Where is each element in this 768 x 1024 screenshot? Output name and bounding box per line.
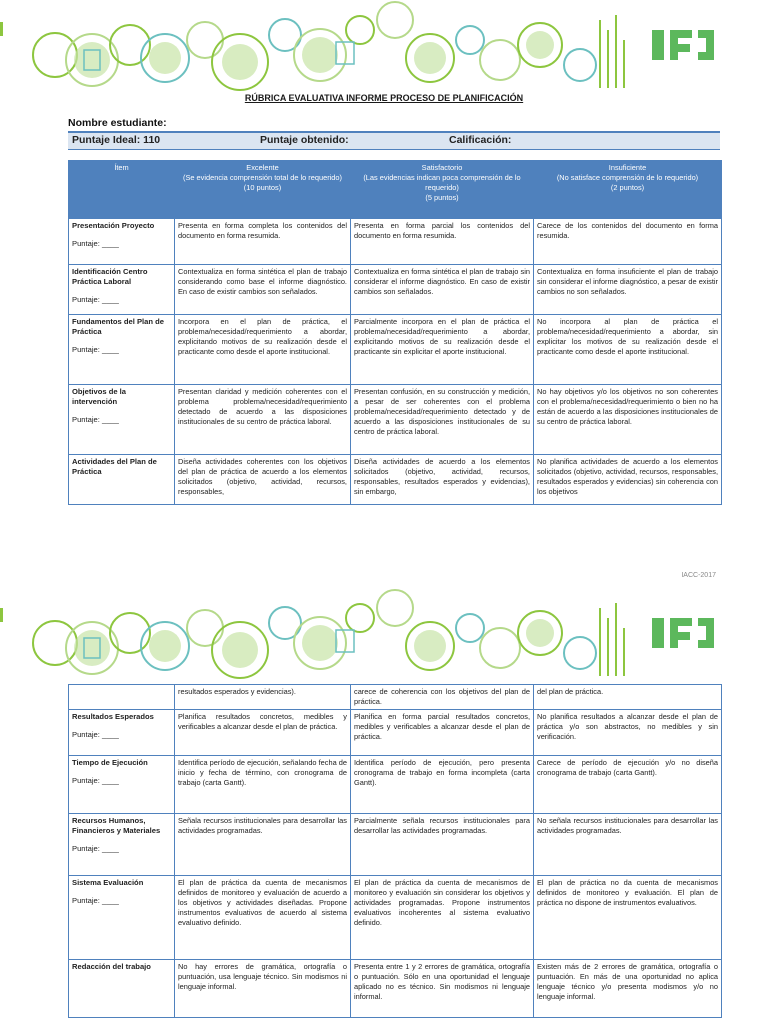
excellent-cell: No hay errores de gramática, ortografía o puntuación, usa lenguaje técnico. Sin modismos ni lenguaje informal.: [175, 960, 351, 1018]
item-cell: Presentación Proyecto Puntaje: ____: [69, 219, 175, 265]
header-insufficient: Insuficiente (No satisface comprensión de lo requerido) (2 puntos): [534, 161, 722, 219]
item-cell: Fundamentos del Plan de Práctica Puntaje: ____: [69, 315, 175, 385]
table-row: [69, 710, 722, 756]
insufficient-cell: No planifica resultados a alcanzar desde el plan de práctica y/o son abstractos, no medibles y sin verificación.: [534, 710, 722, 756]
item-cell: Resultados Esperados Puntaje: ____: [69, 710, 175, 756]
satisfactory-cell: Diseña actividades de acuerdo a los elementos solicitados (objetivo, actividad, recursos, responsables, resultados esperados y evidencias), sin embargo,: [351, 455, 534, 505]
item-cell: Recursos Humanos, Financieros y Materiales Puntaje: ____: [69, 814, 175, 876]
satisfactory-cell: Identifica período de ejecución, pero presenta cronograma de trabajo en forma incompleta (carta Gantt).: [351, 756, 534, 814]
excellent-cell: El plan de práctica da cuenta de mecanismos definidos de monitoreo y evaluación de acuerdo a los objetivos y actividades diseñadas. Propone instrumentos evaluativos de acuerdo al sistema evaluativo definido.: [175, 876, 351, 960]
item-cell: Tiempo de Ejecución Puntaje: ____: [69, 756, 175, 814]
decorative-banner: [0, 0, 768, 92]
item-cell: Sistema Evaluación Puntaje: ____: [69, 876, 175, 960]
satisfactory-cell: Contextualiza en forma sintética el plan de trabajo sin considerar el informe diagnóstico. En caso de existir cambios son señalados.: [351, 265, 534, 315]
grade-label: Calificación:: [449, 134, 512, 146]
satisfactory-cell: Presentan confusión, en su construcción y medición, a pesar de ser coherentes con el problema problema/necesidad/requerimiento detectado y de acuerdo a las disposiciones institucionales de su centro de práctica laboral.: [351, 385, 534, 455]
insufficient-cell: No señala recursos institucionales para desarrollar las actividades programadas.: [534, 814, 722, 876]
rubric-table-2: [68, 684, 722, 1018]
table-row: [69, 876, 722, 960]
table-row: [69, 960, 722, 1018]
excellent-cell: Diseña actividades coherentes con los objetivos del plan de práctica de acuerdo a los elementos solicitados (objetivo, actividad, recursos, responsables,: [175, 455, 351, 505]
score-band: [68, 132, 720, 150]
ideal-score: Puntaje Ideal: 110: [72, 134, 161, 146]
insufficient-cell: Carece de los contenidos del documento en forma resumida.: [534, 219, 722, 265]
insufficient-cell: No hay objetivos y/o los objetivos no son coherentes con el problema/necesidad/requerimiento o bien no ha están de acuerdo a las disposiciones institucionales de su centro de práctica laboral.: [534, 385, 722, 455]
satisfactory-cell: carece de coherencia con los objetivos del plan de práctica.: [351, 685, 534, 710]
header-item: Ítem: [69, 161, 175, 219]
excellent-cell: Presenta en forma completa los contenidos del documento en forma resumida.: [175, 219, 351, 265]
excellent-cell: Incorpora en el plan de práctica, el problema/necesidad/requerimiento a abordar, explicitando motivos de su realización desde el practicante como desde el aporte institucional.: [175, 315, 351, 385]
item-cell: Identificación Centro Práctica Laboral Puntaje: ____: [69, 265, 175, 315]
insufficient-cell: El plan de práctica no da cuenta de mecanismos definidos de monitoreo y evaluación. El plan de práctica no dispone de instrumentos evaluativos.: [534, 876, 722, 960]
page-2: [0, 560, 768, 1024]
table-row: [69, 315, 722, 385]
excellent-cell: Identifica período de ejecución, señalando fecha de inicio y fecha de término, con cronograma de trabajo (carta Gantt).: [175, 756, 351, 814]
insufficient-cell: No planifica actividades de acuerdo a los elementos solicitados (objetivo, actividad, recursos, responsables, resultados esperados y evidencias) sin coherencia con los objetivos: [534, 455, 722, 505]
insufficient-cell: No incorpora al plan de práctica el problema/necesidad/requerimiento a abordar, sin explicitar los motivos de su realización desde el practicante como desde el aporte institucional.: [534, 315, 722, 385]
item-cell: Actividades del Plan de Práctica: [69, 455, 175, 505]
table-row: [69, 685, 722, 710]
table-row: [69, 219, 722, 265]
insufficient-cell: Carece de período de ejecución y/o no diseña cronograma de trabajo (carta Gantt).: [534, 756, 722, 814]
satisfactory-cell: Parcialmente señala recursos institucionales para desarrollar las actividades programadas.: [351, 814, 534, 876]
satisfactory-cell: El plan de práctica da cuenta de mecanismos de monitoreo y evaluación sin considerar los objetivos y actividades programadas. Propone instrumentos evaluativos incoherentes al sistema evaluativo definido.: [351, 876, 534, 960]
insufficient-cell: Contextualiza en forma insuficiente el plan de trabajo sin considerar el informe diagnóstico, a pesar de existir cambios no son señalados.: [534, 265, 722, 315]
satisfactory-cell: Presenta entre 1 y 2 errores de gramática, ortografía o puntuación. Sólo en una oportunidad el lenguaje aplicado no es técnico. Sin modismos ni lenguaje informal.: [351, 960, 534, 1018]
table-row: [69, 814, 722, 876]
table-row: [69, 756, 722, 814]
item-cell: Objetivos de la intervención Puntaje: ____: [69, 385, 175, 455]
document-title: RÚBRICA EVALUATIVA INFORME PROCESO DE PLANIFICACIÓN: [244, 93, 524, 103]
header-satisfactory: Satisfactorio (Las evidencias indican poca comprensión de lo requerido) (5 puntos): [351, 161, 534, 219]
insufficient-cell: Existen más de 2 errores de gramática, ortografía o puntuación. En más de una oportunidad no aplica lenguaje técnico y/o presenta modismos y/o no lenguaje informal.: [534, 960, 722, 1018]
excellent-cell: Señala recursos institucionales para desarrollar las actividades programadas.: [175, 814, 351, 876]
table-row: [69, 265, 722, 315]
header-excellent: Excelente (Se evidencia comprensión total de lo requerido) (10 puntos): [175, 161, 351, 219]
student-name-label: Nombre estudiante:: [68, 117, 167, 129]
excellent-cell: Presentan claridad y medición coherentes con el problema problema/necesidad/requerimiento detectado de acuerdo a las disposiciones institucionales de su centro de práctica laboral.: [175, 385, 351, 455]
item-cell: Redacción del trabajo: [69, 960, 175, 1018]
insufficient-cell: del plan de práctica.: [534, 685, 722, 710]
excellent-cell: Planifica resultados concretos, medibles y verificables a alcanzar desde el plan de práctica.: [175, 710, 351, 756]
decorative-banner: [0, 588, 768, 680]
excellent-cell: resultados esperados y evidencias).: [175, 685, 351, 710]
satisfactory-cell: Parcialmente incorpora en el plan de práctica el problema/necesidad/requerimiento a abordar, explicitando motivos de su realización desde el practicante sin explicitar el aporte institucional.: [351, 315, 534, 385]
obtained-score-label: Puntaje obtenido:: [260, 134, 349, 146]
table-row: [69, 455, 722, 505]
item-cell: [69, 685, 175, 710]
satisfactory-cell: Planifica en forma parcial resultados concretos, medibles y verificables a alcanzar desde el plan de práctica.: [351, 710, 534, 756]
satisfactory-cell: Presenta en forma parcial los contenidos del documento en forma resumida.: [351, 219, 534, 265]
excellent-cell: Contextualiza en forma sintética el plan de trabajo considerando como base el informe diagnóstico. En caso de existir cambios son señalados.: [175, 265, 351, 315]
rubric-table-1: [68, 160, 722, 505]
table-header-row: [69, 161, 722, 219]
table-row: [69, 385, 722, 455]
footer-code: IACC-2017: [681, 572, 716, 579]
